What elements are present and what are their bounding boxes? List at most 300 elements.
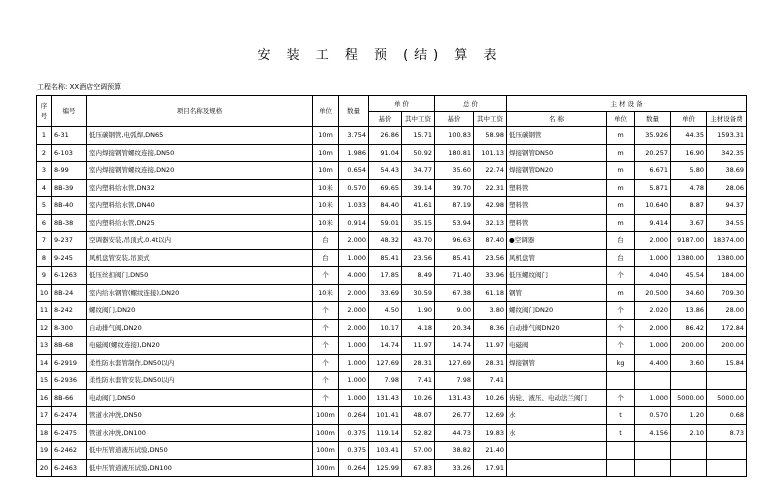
cell-mat-fee: 709.30 bbox=[707, 284, 747, 302]
cell-unit-base: 59.01 bbox=[369, 214, 402, 232]
cell-total-base: 71.40 bbox=[435, 267, 474, 285]
cell-qty: 4.000 bbox=[339, 267, 369, 285]
cell-qty: 2.000 bbox=[339, 232, 369, 250]
cell-qty: 0.375 bbox=[339, 424, 369, 442]
cell-mat-name: 水 bbox=[507, 407, 607, 425]
cell-qty: 1.000 bbox=[339, 372, 369, 390]
header-unit: 单位 bbox=[313, 96, 339, 127]
cell-code: 8B-39 bbox=[52, 179, 87, 197]
cell-unit-labor: 57.00 bbox=[402, 442, 435, 460]
cell-item: 低压碳钢管,电弧焊,DN65 bbox=[87, 127, 313, 145]
cell-mat-fee: 5000.00 bbox=[707, 389, 747, 407]
cell-code: 8-99 bbox=[52, 162, 87, 180]
cell-mat-qty: 4.040 bbox=[635, 267, 671, 285]
cell-mat-price: 3.60 bbox=[671, 354, 707, 372]
cell-mat-fee: 1593.31 bbox=[707, 127, 747, 145]
cell-unit: 10m bbox=[313, 162, 339, 180]
cell-item: 柔性防水套管安装,DN50以内 bbox=[87, 372, 313, 390]
cell-total-base: 127.69 bbox=[435, 354, 474, 372]
cell-total-base: 44.73 bbox=[435, 424, 474, 442]
cell-mat-name: 水 bbox=[507, 424, 607, 442]
cell-mat-name: 焊接钢管DN20 bbox=[507, 162, 607, 180]
cell-code: 9-245 bbox=[52, 249, 87, 267]
cell-item: 电动阀门,DN50 bbox=[87, 389, 313, 407]
cell-mat-price: 13.86 bbox=[671, 302, 707, 320]
cell-unit-base: 26.86 bbox=[369, 127, 402, 145]
cell-mat-unit: 个 bbox=[607, 302, 635, 320]
cell-qty: 0.264 bbox=[339, 407, 369, 425]
cell-unit: 10米 bbox=[313, 214, 339, 232]
cell-mat-unit: 个 bbox=[607, 337, 635, 355]
cell-total-base: 100.83 bbox=[435, 127, 474, 145]
table-row bbox=[37, 214, 747, 232]
cell-code: 8B-66 bbox=[52, 389, 87, 407]
cell-mat-unit bbox=[607, 459, 635, 477]
cell-mat-price: 8.87 bbox=[671, 197, 707, 215]
table-row bbox=[37, 354, 747, 372]
cell-unit-labor: 30.59 bbox=[402, 284, 435, 302]
cell-total-base: 26.77 bbox=[435, 407, 474, 425]
cell-unit-base: 4.50 bbox=[369, 302, 402, 320]
cell-qty: 2.000 bbox=[339, 284, 369, 302]
cell-mat-unit: m bbox=[607, 162, 635, 180]
cell-mat-unit: m bbox=[607, 144, 635, 162]
cell-mat-qty: 9.414 bbox=[635, 214, 671, 232]
cell-qty: 0.654 bbox=[339, 162, 369, 180]
cell-unit-base: 54.43 bbox=[369, 162, 402, 180]
estimate-table bbox=[36, 95, 747, 477]
cell-total-base: 14.74 bbox=[435, 337, 474, 355]
cell-unit: 个 bbox=[313, 302, 339, 320]
cell-mat-qty: 1.000 bbox=[635, 249, 671, 267]
cell-mat-fee: 34.55 bbox=[707, 214, 747, 232]
header-mat-price: 单价 bbox=[671, 112, 707, 127]
header-item: 项目名称及规格 bbox=[87, 96, 313, 127]
cell-seq: 7 bbox=[37, 232, 52, 250]
cell-total-labor: 17.91 bbox=[474, 459, 507, 477]
table-row bbox=[37, 162, 747, 180]
cell-unit-base: 10.17 bbox=[369, 319, 402, 337]
cell-code: 6-31 bbox=[52, 127, 87, 145]
table-row bbox=[37, 232, 747, 250]
cell-mat-name: 低压螺纹阀门 bbox=[507, 267, 607, 285]
cell-mat-name: 焊接钢管 bbox=[507, 354, 607, 372]
cell-mat-price bbox=[671, 442, 707, 460]
cell-total-base: 96.63 bbox=[435, 232, 474, 250]
cell-seq: 4 bbox=[37, 179, 52, 197]
header-code: 编号 bbox=[52, 96, 87, 127]
table-row bbox=[37, 179, 747, 197]
header-material: 主 材 设 备 bbox=[507, 96, 747, 112]
cell-item: 管道水冲洗,DN50 bbox=[87, 407, 313, 425]
cell-mat-qty: 6.671 bbox=[635, 162, 671, 180]
cell-mat-unit: m bbox=[607, 127, 635, 145]
cell-mat-qty: 4.400 bbox=[635, 354, 671, 372]
cell-mat-fee: 28.00 bbox=[707, 302, 747, 320]
cell-seq: 16 bbox=[37, 389, 52, 407]
cell-total-labor: 58.98 bbox=[474, 127, 507, 145]
cell-unit-base: 85.41 bbox=[369, 249, 402, 267]
cell-item: 室内焊接钢管螺纹连接,DN50 bbox=[87, 144, 313, 162]
cell-unit-labor: 43.70 bbox=[402, 232, 435, 250]
cell-code: 6-2474 bbox=[52, 407, 87, 425]
cell-seq: 10 bbox=[37, 284, 52, 302]
cell-total-base: 20.34 bbox=[435, 319, 474, 337]
cell-total-base: 39.70 bbox=[435, 179, 474, 197]
cell-mat-fee: 8.73 bbox=[707, 424, 747, 442]
cell-unit: 100m bbox=[313, 459, 339, 477]
cell-item: 低压丝扣阀门,DN50 bbox=[87, 267, 313, 285]
cell-qty: 0.570 bbox=[339, 179, 369, 197]
header-seq: 序号 bbox=[37, 96, 52, 127]
table-row bbox=[37, 319, 747, 337]
cell-seq: 6 bbox=[37, 214, 52, 232]
cell-total-labor: 8.36 bbox=[474, 319, 507, 337]
header-mat-name: 名 称 bbox=[507, 112, 607, 127]
cell-unit-base: 119.14 bbox=[369, 424, 402, 442]
cell-unit-labor: 48.07 bbox=[402, 407, 435, 425]
document-title: 安 装 工 程 预 (结) 算 表 bbox=[257, 48, 503, 63]
cell-unit: 个 bbox=[313, 372, 339, 390]
cell-unit: 10米 bbox=[313, 284, 339, 302]
cell-seq: 17 bbox=[37, 407, 52, 425]
cell-unit: 个 bbox=[313, 337, 339, 355]
cell-mat-price: 3.67 bbox=[671, 214, 707, 232]
cell-seq: 2 bbox=[37, 144, 52, 162]
cell-mat-name: 钢管 bbox=[507, 284, 607, 302]
cell-code: 8-242 bbox=[52, 302, 87, 320]
cell-item: 室内塑料给水管,DN40 bbox=[87, 197, 313, 215]
cell-mat-unit: m bbox=[607, 284, 635, 302]
cell-unit-labor: 11.97 bbox=[402, 337, 435, 355]
cell-qty: 2.000 bbox=[339, 302, 369, 320]
cell-mat-qty: 10.640 bbox=[635, 197, 671, 215]
cell-mat-unit bbox=[607, 372, 635, 390]
cell-qty: 1.033 bbox=[339, 197, 369, 215]
cell-seq: 18 bbox=[37, 424, 52, 442]
cell-total-base: 35.60 bbox=[435, 162, 474, 180]
table-row bbox=[37, 372, 747, 390]
cell-mat-unit: 台 bbox=[607, 249, 635, 267]
header-total-price: 总 价 bbox=[435, 96, 507, 112]
header-mat-fee: 主材设备费 bbox=[707, 112, 747, 127]
cell-total-labor: 23.56 bbox=[474, 249, 507, 267]
cell-total-labor: 10.26 bbox=[474, 389, 507, 407]
cell-item: 螺纹阀门,DN20 bbox=[87, 302, 313, 320]
cell-seq: 12 bbox=[37, 319, 52, 337]
cell-mat-name: 齿轮、液压、电动法兰阀门 bbox=[507, 389, 607, 407]
cell-unit: 10m bbox=[313, 127, 339, 145]
table-row bbox=[37, 144, 747, 162]
cell-mat-price: 5000.00 bbox=[671, 389, 707, 407]
cell-total-base: 7.98 bbox=[435, 372, 474, 390]
cell-unit-base: 125.99 bbox=[369, 459, 402, 477]
cell-qty: 1.000 bbox=[339, 354, 369, 372]
cell-mat-qty: 35.926 bbox=[635, 127, 671, 145]
cell-seq: 11 bbox=[37, 302, 52, 320]
cell-unit: 10米 bbox=[313, 197, 339, 215]
cell-mat-qty: 2.000 bbox=[635, 232, 671, 250]
cell-mat-name: 焊接钢管DN50 bbox=[507, 144, 607, 162]
cell-total-base: 9.00 bbox=[435, 302, 474, 320]
cell-mat-price: 45.54 bbox=[671, 267, 707, 285]
cell-total-labor: 101.13 bbox=[474, 144, 507, 162]
cell-mat-unit: m bbox=[607, 214, 635, 232]
cell-mat-name bbox=[507, 372, 607, 390]
cell-total-labor: 61.18 bbox=[474, 284, 507, 302]
cell-code: 6-2936 bbox=[52, 372, 87, 390]
cell-mat-fee: 15.84 bbox=[707, 354, 747, 372]
cell-mat-fee: 1380.00 bbox=[707, 249, 747, 267]
cell-total-labor: 7.41 bbox=[474, 372, 507, 390]
cell-seq: 8 bbox=[37, 249, 52, 267]
cell-mat-unit: m bbox=[607, 179, 635, 197]
cell-code: 8B-68 bbox=[52, 337, 87, 355]
header-mat-unit: 单位 bbox=[607, 112, 635, 127]
cell-mat-fee: 18374.00 bbox=[707, 232, 747, 250]
table-header bbox=[37, 96, 747, 127]
cell-seq: 3 bbox=[37, 162, 52, 180]
cell-unit: 10米 bbox=[313, 179, 339, 197]
cell-item: 室内给水钢管(螺纹连接),DN20 bbox=[87, 284, 313, 302]
cell-qty: 0.375 bbox=[339, 442, 369, 460]
cell-unit: 台 bbox=[313, 249, 339, 267]
cell-mat-qty bbox=[635, 372, 671, 390]
cell-mat-fee: 200.00 bbox=[707, 337, 747, 355]
header-qty: 数量 bbox=[339, 96, 369, 127]
cell-total-labor: 87.40 bbox=[474, 232, 507, 250]
cell-mat-fee bbox=[707, 372, 747, 390]
cell-mat-qty: 5.871 bbox=[635, 179, 671, 197]
cell-unit: 个 bbox=[313, 389, 339, 407]
cell-unit-base: 127.69 bbox=[369, 354, 402, 372]
cell-mat-unit: 个 bbox=[607, 267, 635, 285]
cell-mat-unit bbox=[607, 442, 635, 460]
table-row bbox=[37, 302, 747, 320]
cell-total-labor: 42.98 bbox=[474, 197, 507, 215]
cell-total-labor: 12.69 bbox=[474, 407, 507, 425]
cell-unit: 100m bbox=[313, 407, 339, 425]
cell-seq: 1 bbox=[37, 127, 52, 145]
cell-code: 6-2462 bbox=[52, 442, 87, 460]
header-unit-labor: 其中工资 bbox=[402, 112, 435, 127]
cell-mat-fee: 28.06 bbox=[707, 179, 747, 197]
project-name: 工程名称: XX酒店空调预算 bbox=[37, 83, 122, 91]
cell-unit-base: 7.98 bbox=[369, 372, 402, 390]
header-total-labor: 其中工资 bbox=[474, 112, 507, 127]
cell-seq: 20 bbox=[37, 459, 52, 477]
cell-item: 柔性防水套管制作,DN50以内 bbox=[87, 354, 313, 372]
cell-code: 9-237 bbox=[52, 232, 87, 250]
cell-unit-labor: 41.61 bbox=[402, 197, 435, 215]
cell-code: 6-2463 bbox=[52, 459, 87, 477]
cell-item: 低中压管道液压试验,DN50 bbox=[87, 442, 313, 460]
cell-item: 室内塑料给水管,DN32 bbox=[87, 179, 313, 197]
cell-mat-name: 自动排气阀DN20 bbox=[507, 319, 607, 337]
cell-unit-labor: 23.56 bbox=[402, 249, 435, 267]
cell-unit-labor: 50.92 bbox=[402, 144, 435, 162]
cell-mat-unit: 个 bbox=[607, 319, 635, 337]
cell-mat-price: 1.20 bbox=[671, 407, 707, 425]
cell-total-base: 85.41 bbox=[435, 249, 474, 267]
cell-mat-name: 塑料管 bbox=[507, 214, 607, 232]
cell-code: 6-1263 bbox=[52, 267, 87, 285]
cell-total-labor: 22.31 bbox=[474, 179, 507, 197]
cell-unit-base: 14.74 bbox=[369, 337, 402, 355]
cell-mat-name bbox=[507, 442, 607, 460]
cell-unit-base: 84.40 bbox=[369, 197, 402, 215]
table-row bbox=[37, 459, 747, 477]
cell-total-base: 38.82 bbox=[435, 442, 474, 460]
cell-qty: 2.000 bbox=[339, 319, 369, 337]
cell-mat-unit: 台 bbox=[607, 232, 635, 250]
cell-mat-fee: 0.68 bbox=[707, 407, 747, 425]
cell-mat-fee: 94.37 bbox=[707, 197, 747, 215]
cell-unit: 个 bbox=[313, 319, 339, 337]
cell-unit: 个 bbox=[313, 354, 339, 372]
cell-mat-name: 塑料管 bbox=[507, 179, 607, 197]
cell-mat-qty: 2.020 bbox=[635, 302, 671, 320]
header-unit-base: 基价 bbox=[369, 112, 402, 127]
cell-code: 8-300 bbox=[52, 319, 87, 337]
cell-mat-name: ●空调器 bbox=[507, 232, 607, 250]
cell-seq: 5 bbox=[37, 197, 52, 215]
cell-mat-price: 9187.00 bbox=[671, 232, 707, 250]
table-body bbox=[37, 127, 747, 477]
cell-qty: 1.000 bbox=[339, 337, 369, 355]
cell-mat-price: 2.10 bbox=[671, 424, 707, 442]
cell-total-base: 33.26 bbox=[435, 459, 474, 477]
cell-mat-qty: 20.500 bbox=[635, 284, 671, 302]
cell-code: 6-2919 bbox=[52, 354, 87, 372]
cell-mat-price: 5.80 bbox=[671, 162, 707, 180]
cell-unit-labor: 1.90 bbox=[402, 302, 435, 320]
cell-qty: 3.754 bbox=[339, 127, 369, 145]
cell-unit-labor: 34.77 bbox=[402, 162, 435, 180]
cell-unit-base: 33.69 bbox=[369, 284, 402, 302]
cell-code: 6-103 bbox=[52, 144, 87, 162]
cell-total-base: 131.43 bbox=[435, 389, 474, 407]
cell-total-labor: 21.40 bbox=[474, 442, 507, 460]
cell-mat-price: 16.90 bbox=[671, 144, 707, 162]
cell-unit-labor: 39.14 bbox=[402, 179, 435, 197]
cell-mat-price bbox=[671, 459, 707, 477]
cell-seq: 19 bbox=[37, 442, 52, 460]
table-row bbox=[37, 424, 747, 442]
cell-total-base: 67.38 bbox=[435, 284, 474, 302]
cell-unit-labor: 35.15 bbox=[402, 214, 435, 232]
cell-mat-price: 86.42 bbox=[671, 319, 707, 337]
cell-total-base: 87.19 bbox=[435, 197, 474, 215]
cell-mat-fee: 172.84 bbox=[707, 319, 747, 337]
cell-qty: 1.986 bbox=[339, 144, 369, 162]
table-row bbox=[37, 284, 747, 302]
header-mat-qty: 数量 bbox=[635, 112, 671, 127]
cell-mat-price: 1380.00 bbox=[671, 249, 707, 267]
cell-unit-labor: 4.18 bbox=[402, 319, 435, 337]
cell-seq: 15 bbox=[37, 372, 52, 390]
table-row bbox=[37, 337, 747, 355]
cell-unit: 100m bbox=[313, 424, 339, 442]
table-row bbox=[37, 249, 747, 267]
cell-total-base: 53.94 bbox=[435, 214, 474, 232]
table-row bbox=[37, 127, 747, 145]
cell-mat-qty: 2.000 bbox=[635, 319, 671, 337]
cell-qty: 1.000 bbox=[339, 389, 369, 407]
cell-unit-base: 91.04 bbox=[369, 144, 402, 162]
cell-unit-labor: 7.41 bbox=[402, 372, 435, 390]
cell-mat-qty: 4.156 bbox=[635, 424, 671, 442]
table-row bbox=[37, 407, 747, 425]
cell-mat-name: 螺纹阀门DN20 bbox=[507, 302, 607, 320]
cell-mat-qty: 1.000 bbox=[635, 337, 671, 355]
cell-seq: 9 bbox=[37, 267, 52, 285]
cell-qty: 0.264 bbox=[339, 459, 369, 477]
cell-unit-labor: 10.26 bbox=[402, 389, 435, 407]
cell-unit-base: 17.85 bbox=[369, 267, 402, 285]
cell-item: 空调器安装,吊顶式,0.4t以内 bbox=[87, 232, 313, 250]
cell-code: 6-2475 bbox=[52, 424, 87, 442]
cell-total-labor: 11.97 bbox=[474, 337, 507, 355]
cell-mat-price: 4.78 bbox=[671, 179, 707, 197]
cell-mat-name: 电磁阀 bbox=[507, 337, 607, 355]
cell-mat-unit: kg bbox=[607, 354, 635, 372]
cell-total-labor: 22.74 bbox=[474, 162, 507, 180]
cell-mat-price: 34.60 bbox=[671, 284, 707, 302]
cell-mat-fee bbox=[707, 459, 747, 477]
cell-mat-qty bbox=[635, 459, 671, 477]
header-total-base: 基价 bbox=[435, 112, 474, 127]
cell-unit: 台 bbox=[313, 232, 339, 250]
cell-qty: 1.000 bbox=[339, 249, 369, 267]
cell-item: 室内塑料给水管,DN25 bbox=[87, 214, 313, 232]
cell-mat-unit: t bbox=[607, 407, 635, 425]
cell-total-labor: 3.80 bbox=[474, 302, 507, 320]
cell-total-labor: 32.13 bbox=[474, 214, 507, 232]
cell-mat-qty: 20.257 bbox=[635, 144, 671, 162]
cell-unit-base: 101.41 bbox=[369, 407, 402, 425]
cell-mat-unit: 个 bbox=[607, 389, 635, 407]
table-row bbox=[37, 442, 747, 460]
cell-seq: 13 bbox=[37, 337, 52, 355]
cell-unit: 10m bbox=[313, 144, 339, 162]
cell-mat-fee: 342.35 bbox=[707, 144, 747, 162]
cell-mat-name: 塑料管 bbox=[507, 197, 607, 215]
cell-total-labor: 28.31 bbox=[474, 354, 507, 372]
cell-qty: 0.914 bbox=[339, 214, 369, 232]
cell-mat-qty: 1.000 bbox=[635, 389, 671, 407]
cell-unit-labor: 8.49 bbox=[402, 267, 435, 285]
cell-mat-name: 风机盘管 bbox=[507, 249, 607, 267]
cell-mat-price: 44.35 bbox=[671, 127, 707, 145]
cell-item: 低中压管道液压试验,DN100 bbox=[87, 459, 313, 477]
cell-total-base: 180.81 bbox=[435, 144, 474, 162]
cell-unit-labor: 52.82 bbox=[402, 424, 435, 442]
cell-unit-base: 48.32 bbox=[369, 232, 402, 250]
cell-mat-name: 低压碳钢管 bbox=[507, 127, 607, 145]
header-unit-price: 单 价 bbox=[369, 96, 435, 112]
cell-mat-unit: t bbox=[607, 424, 635, 442]
cell-mat-fee: 184.00 bbox=[707, 267, 747, 285]
cell-total-labor: 33.96 bbox=[474, 267, 507, 285]
cell-mat-price: 200.00 bbox=[671, 337, 707, 355]
table-row bbox=[37, 389, 747, 407]
cell-mat-unit: m bbox=[607, 197, 635, 215]
cell-item: 管道水冲洗,DN100 bbox=[87, 424, 313, 442]
cell-mat-fee: 38.69 bbox=[707, 162, 747, 180]
cell-mat-qty: 0.570 bbox=[635, 407, 671, 425]
cell-unit-labor: 28.31 bbox=[402, 354, 435, 372]
